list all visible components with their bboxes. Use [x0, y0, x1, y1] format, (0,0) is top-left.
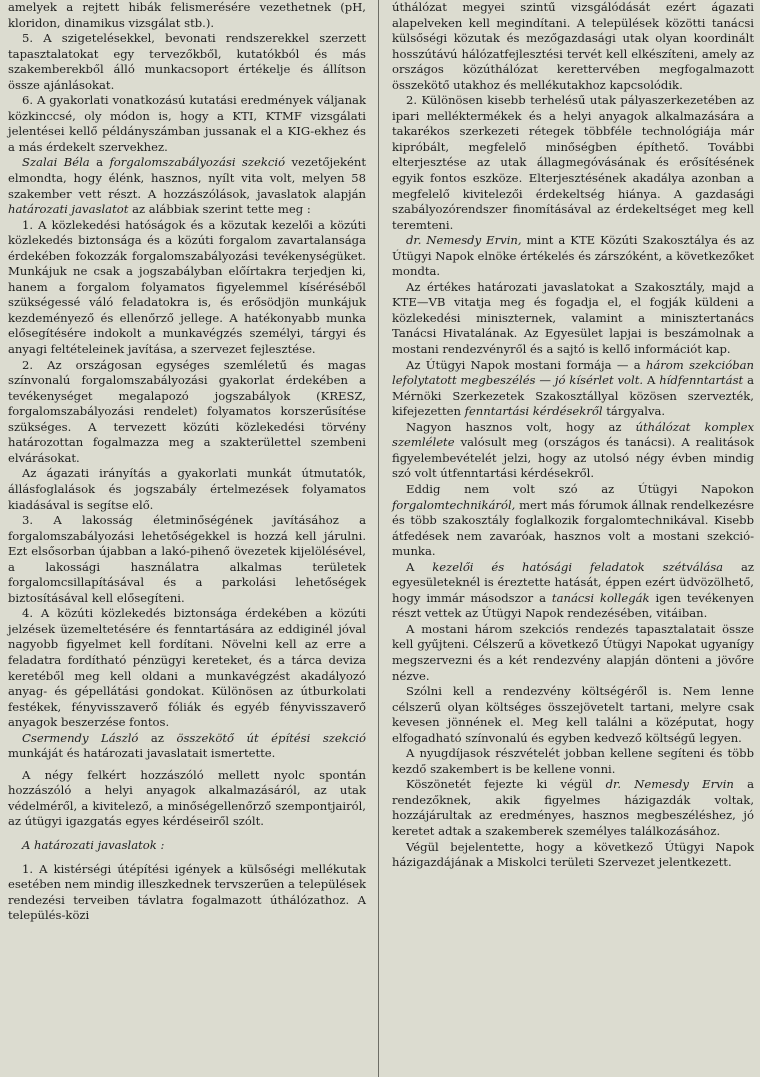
emphasis: három szekcióban lefolytatott megbeszélés — jó kísérlet volt.	[392, 357, 754, 388]
paragraph: Végül bejelentette, hogy a következő Útügyi Napok házigazdájának a Miskolci területi Szervezet jelentkezett.	[392, 839, 754, 870]
person-name: Csermendy László	[22, 730, 139, 745]
emphasis: határozati javaslatot	[8, 202, 129, 217]
paragraph: Nagyon hasznos volt, hogy az úthálózat komplex szemlélete valósult meg (országos és tanácsi). A realitások figyelembevételét jelzi, hogy az utolsó négy évben mindig szó volt útfenntartási kérdésekről.	[392, 419, 754, 481]
right-column	[392, 0, 754, 871]
left-column	[8, 0, 366, 924]
paragraph: Az értékes határozati javaslatokat a Szakosztály, majd a KTE—VB vitatja meg és fogadja el, el fogják küldeni a közlekedési miniszternek, valamint a minisztertanács Tanácsi Hivatalának. Az Egyesület lapjai is beszámolnak a mostani rendezvényről és a sajtó is kellő információt kap.	[392, 279, 754, 357]
paragraph: 2. Az országosan egységes szemléletű és magas színvonalú forgalomszabályozási gyakorlat érdekében a tevékenységet megalapozó jogszabályok (KRESZ, forgalomszabályozási rendelet) folyamatos korszerűsítése szükséges. A tervezett közúti közlekedési törvény határozottan fogalmazza meg a szakterülettel szembeni elvárásokat.	[8, 357, 366, 465]
paragraph: Szalai Béla a forgalomszabályozási szekció vezetőjeként elmondta, hogy élénk, hasznos, nyílt vita volt, melyen 58 szakember vett részt. A hozzászólások, javaslatok alapján határozati javaslatot az alábbiak szerint tette meg :	[8, 155, 366, 217]
paragraph: Csermendy László az összekötő út építési szekció munkáját és határozati javaslatait ismertette.	[8, 730, 366, 761]
paragraph: 6. A gyakorlati vonatkozású kutatási eredmények váljanak közkinccsé, oly módon is, hogy a KTI, KTMF vizsgálati jelentései kellő példányszámban jussanak el a KIG-ekhez és a más érdekelt szervekhez.	[8, 93, 366, 154]
paragraph: 3. A lakosság életminőségének javításához a forgalomszabályozási lehetőségekkel is hozzá kell járulni. Ezt elsősorban újabban a lakó-pihenő övezetek kijelölésével, a lakossági használatra alkalmas területek forgalomcsillapításával és a parkolási lehetőségek biztosításával kell elősegíteni.	[8, 513, 366, 605]
paragraph: Az ágazati irányítás a gyakorlati munkát útmutatók, állásfoglalások és jogszabály értelmezések folyamatos kiadásával is segítse elő.	[8, 466, 366, 512]
paragraph: A mostani három szekciós rendezés tapasztalatait össze kell gyűjteni. Célszerű a következő Útügyi Napokat ugyanígy megszervezni és a két rendezvény alapján dönteni a jövőre nézve.	[392, 621, 754, 683]
person-name: Szalai Béla	[22, 155, 90, 170]
emphasis: tanácsi kollegák	[551, 590, 650, 605]
paragraph: dr. Nemesdy Ervin, mint a KTE Közúti Szakosztálya és az Útügyi Napok elnöke értékelés és zárszóként, a következőket mondta.	[392, 233, 754, 279]
section-name: összekötő út építési szekció	[176, 730, 366, 745]
paragraph: 5. A szigetelésekkel, bevonati rendszerekkel szerzett tapasztalatokat egy tervezőkből, kutatókból és más szakemberekből álló munkacsoport értékelje és állítson össze ajánlásokat.	[8, 31, 366, 92]
paragraph: amelyek a rejtett hibák felismerésére vezethetnek (pH, kloridon, dinamikus vizsgálat stb.).	[8, 0, 366, 30]
paragraph: A nyugdíjasok részvételét jobban kellene segíteni és több kezdő szakembert is be kellene vonni.	[392, 746, 754, 776]
paragraph: A kezelői és hatósági feladatok szétválása az egyesületeknél is éreztette hatását, éppen ezért üdvözölhető, hogy immár másodszor a tanácsi kollegák igen tevékenyen részt vettek az Útügyi Napok rendezésében, vitáiban.	[392, 559, 754, 621]
emphasis: forgalomtechnikáról,	[392, 497, 516, 512]
paragraph: Az Útügyi Napok mostani formája — a három szekcióban lefolytatott megbeszélés — jó kísérlet volt. A hídfenntartást a Mérnöki Szerkezetek Szakosztállyal közösen szervezték, kifejezetten fenntartási kérdésekről tárgyalva.	[392, 357, 754, 419]
paragraph: 1. A kistérségi útépítési igények a külsőségi mellékutak esetében nem mindig illeszkednek tervszerűen a települések rendezési terveiben távlatra fogalmazott úthálózathoz. A település-közi	[8, 861, 366, 923]
emphasis: hídfenntartást	[659, 373, 744, 388]
paragraph: 2. Különösen kisebb terhelésű utak pályaszerkezetében az ipari melléktermékek és a helyi anyagok alkalmazására a takarékos szerkezeti rétegek többféle technológiája már kipróbált, megfelelő minőségben építhető. További elterjesztése az utak állagmegóvásának és erősítésének egyik fontos eszköze. Elterjesztésének akadálya azonban a megfelelő kivitelezői érdekeltség hiánya. A gazdasági szabályozórendszer finomításával az érdekeltséget meg kell teremteni.	[392, 93, 754, 232]
paragraph: Eddig nem volt szó az Útügyi Napokon forgalomtechnikáról, mert más fórumok állnak rendelkezésre és több szakosztály foglalkozik forgalomtechnikával. Kisebb átfedések nem zavaróak, hasznos volt a mostani szekció-munka.	[392, 481, 754, 559]
section-name: forgalomszabályozási szekció	[109, 155, 286, 170]
paragraph: Köszönetét fejezte ki végül dr. Nemesdy Ervin a rendezőknek, akik figyelmes házigazdák voltak, hozzájárultak az eredményes, hasznos megbeszéléshez, jó keretet adtak a szakemberek személyes találkozásához.	[392, 777, 755, 838]
paragraph: Szólni kell a rendezvény költségéről is. Nem lenne célszerű olyan költséges összejövetelt tartani, melyre csak kevesen jönnének el. Meg kell találni a középutat, hogy elfogadható színvonalú és egyben kedvező költségű legyen.	[392, 684, 754, 745]
emphasis: kezelői és hatósági feladatok szétválása	[432, 559, 724, 574]
column-divider	[378, 0, 379, 1077]
paragraph: 1. A közlekedési hatóságok és a közutak kezelői a közúti közlekedés biztonsága és a közúti forgalom zavartalansága érdekében fokozzák forgalomszabályozási tevékenységüket. Munkájuk ne csak a jogszabályban előírtakra terjedjen ki, hanem a forgalom folyamatos figyelemmel kíséréséből szükségessé váló feladatokra is, és erősödjön munkájuk kezdeményező és ellenőrző jellege. A hatékonyabb munka elősegítésére indokolt a munkavégzés személyi, tárgyi és anyagi feltételeinek javítása, a szervezet fejlesztése.	[8, 217, 366, 357]
person-name: dr. Nemesdy Ervin	[605, 777, 734, 792]
paragraph: úthálózat megyei szintű vizsgálódását ezért ágazati alapelveken kell megindítani. A települések közötti tanácsi külsőségi közutak és mezőgazdasági utak olyan koordinált hosszútávú hálózatfejlesztési tervét kell elkészíteni, amely az országos közúthálózat kerettervében megfogalmazott összekötő utakhoz és mellékutakhoz kapcsolódik.	[392, 0, 754, 92]
paragraph: A négy felkért hozzászóló mellett nyolc spontán hozzászóló a helyi anyagok alkalmazásáról, az utak védelméről, a kivitelező, a minőségellenőrző szempontjairól, az útügyi igazgatás egyes kérdéseiről szólt.	[8, 767, 366, 829]
emphasis: úthálózat komplex szemlélete	[392, 419, 754, 450]
emphasis: fenntartási kérdésekről	[464, 404, 603, 419]
person-name: dr. Nemesdy Ervin,	[406, 233, 522, 248]
paragraph: 4. A közúti közlekedés biztonsága érdekében a közúti jelzések üzemeltetésére és fenntartására az eddiginél jóval nagyobb figyelmet kell fordítani. Növelni kell az erre a feladatra fordítható pénzügyi kereteket, és a tárca deviza keretéből meg kell oldani a munkavégzést akadályozó anyag- és gépellátási gondokat. Különösen az útburkolati festékek, fényvisszaverő fóliák és egyéb fényvisszaverő anyagok beszerzése fontos.	[8, 606, 366, 730]
section-heading: A határozati javaslatok :	[22, 837, 165, 852]
